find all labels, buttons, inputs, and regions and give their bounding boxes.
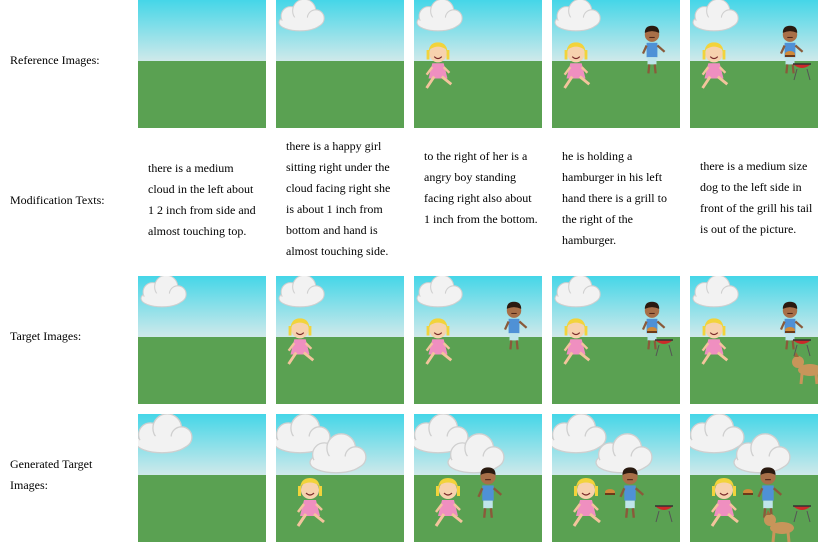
hamburger — [743, 489, 753, 495]
hamburger — [785, 51, 795, 57]
reference-image-1 — [138, 0, 266, 128]
modification-text-3: to the right of her is a angry boy standing facing right also about 1 inch from the bottom. — [424, 149, 538, 226]
grass — [138, 337, 266, 404]
target-image-2 — [276, 276, 404, 404]
reference-image-5 — [690, 0, 818, 128]
grass — [138, 475, 266, 542]
row-label-modification: Modification Texts: — [10, 193, 105, 207]
reference-image-2 — [276, 0, 404, 128]
grass — [414, 475, 542, 542]
reference-image-3 — [414, 0, 542, 128]
generated-image-3 — [414, 414, 542, 542]
modification-text-4: he is holding a hamburger in his left hand there is a grill to the right of the hamburger. — [562, 149, 667, 247]
grass — [276, 475, 404, 542]
target-image-1 — [138, 276, 266, 404]
row-label-target: Target Images: — [10, 329, 82, 343]
row-label-generated-line1: Generated Target — [10, 457, 93, 471]
modification-text-5: there is a medium size dog to the left side in front of the grill his tail is out of the picture. — [700, 159, 813, 236]
generated-image-2 — [276, 414, 404, 542]
generated-image-5 — [690, 414, 818, 542]
target-image-3 — [414, 276, 542, 404]
grass — [138, 61, 266, 128]
sky — [138, 0, 266, 61]
grass — [276, 61, 404, 128]
reference-image-4 — [552, 0, 680, 128]
hamburger — [785, 327, 795, 333]
hamburger — [605, 489, 615, 495]
hamburger — [647, 327, 657, 333]
generated-image-1 — [138, 414, 266, 542]
row-label-generated — [10, 454, 130, 496]
modification-text-2: there is a happy girl sitting right under the cloud facing right she is about 1 inch from bottom and hand is almost touching side. — [286, 139, 391, 258]
row-label-generated-line2: Images: — [10, 478, 48, 492]
target-image-4 — [552, 276, 680, 404]
modification-text-1: there is a medium cloud in the left about 1 2 inch from side and almost touching top. — [148, 161, 256, 238]
generated-image-4 — [552, 414, 680, 542]
row-label-reference: Reference Images: — [10, 53, 100, 67]
target-image-5 — [690, 276, 818, 404]
